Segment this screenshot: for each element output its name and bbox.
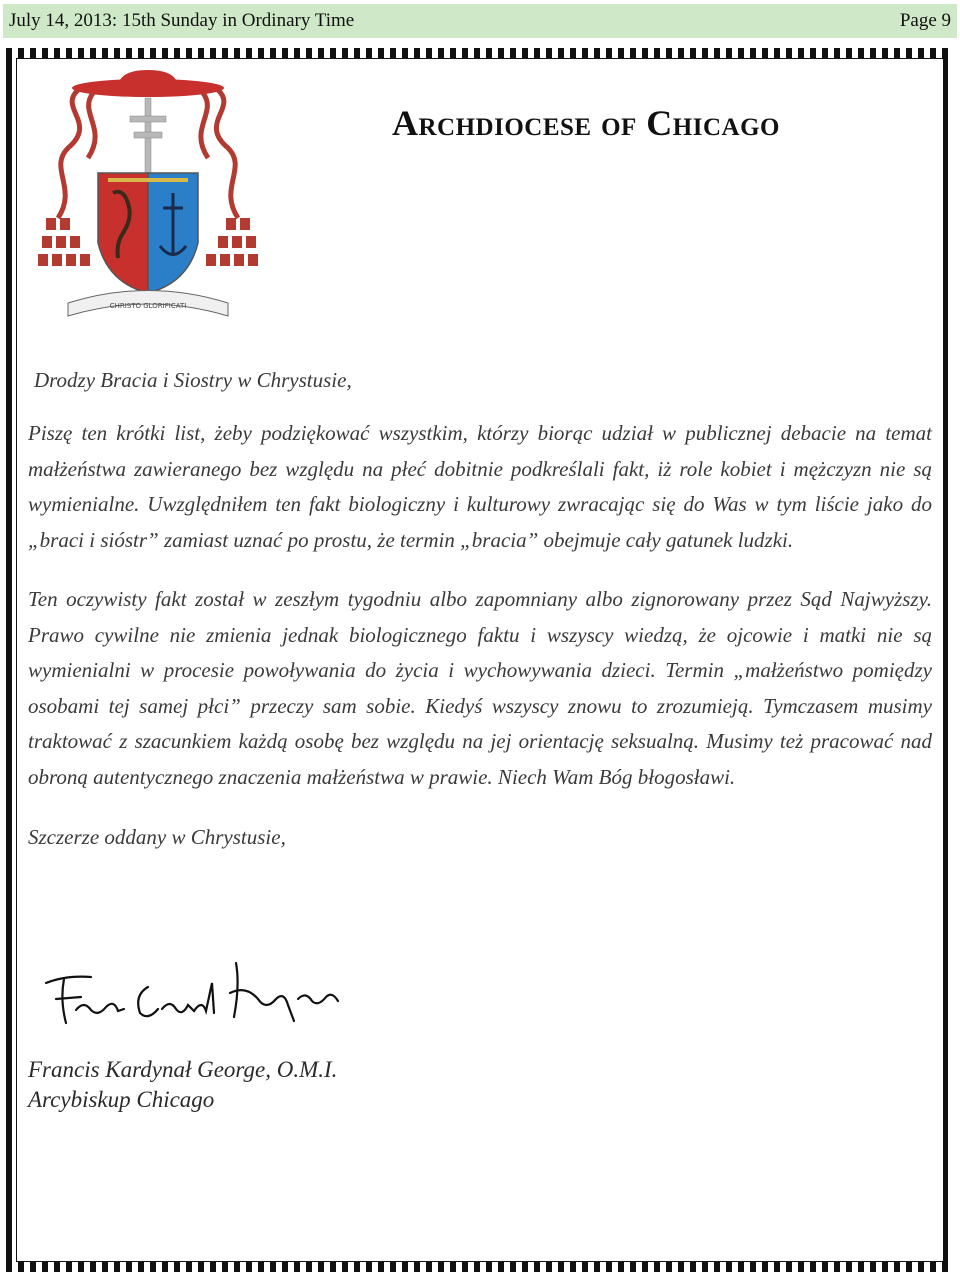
- crest-motto: CHRISTO GLORIFICATI: [109, 302, 187, 310]
- letter-greeting: Drodzy Bracia i Siostry w Chrystusie,: [34, 368, 352, 392]
- coat-of-arms-icon: [38, 68, 258, 326]
- letter-paragraph-1: Piszę ten krótki list, żeby podziękować wszystkim, którzy biorąc udział w publicznej debacie na temat małżeństwa zawieranego bez względu na płeć dobitnie podkreślali fakt, iż role kobiet i mężczyzn nie są wymienialne. Uwzględniłem ten fakt biologiczny i kulturowy zwracając się do Was w tym liście jako do „braci i sióstr” zamiast uznać po prostu, że termin „bracia” obejmuje cały gatunek ludzki.: [28, 421, 932, 552]
- signer-role: Arcybiskup Chicago: [28, 1087, 215, 1112]
- letter-body: [28, 362, 932, 876]
- signer-name: Francis Kardynał George, O.M.I.: [28, 1057, 338, 1082]
- handwritten-signature-icon: [36, 955, 346, 1035]
- header-date: July 14, 2013: 15th Sunday in Ordinary Time: [9, 10, 355, 31]
- letter-paragraph-2: Ten oczywisty fakt został w zeszłym tygodniu albo zapomniany albo zignorowany przez Sąd Najwyższy. Prawo cywilne nie zmienia jednak biologicznego faktu i wszyscy wiedzą, że ojcowie i matki nie są wymienialni w procesie powoływania do życia i wychowywania dzieci. Termin „małżeństwo pomiędzy osobami tej samej płci” przeczy sam sobie. Kiedyś wszyscy znowu to zrozumieją. Tymczasem musimy traktować z szacunkiem każdą osobę bez względu na jej orientację seksualną. Musimy też pracować nad obroną autentycznego znaczenia małżeństwa w prawie. Niech Wam Bóg błogosławi.: [28, 587, 932, 789]
- page-header: [3, 4, 957, 38]
- page-number: Page 9: [899, 10, 951, 31]
- signature-block: [28, 1055, 337, 1115]
- page-title: Archdiocese of Chicago: [392, 103, 780, 143]
- letter-closing: Szczerze oddany w Chrystusie,: [28, 825, 286, 849]
